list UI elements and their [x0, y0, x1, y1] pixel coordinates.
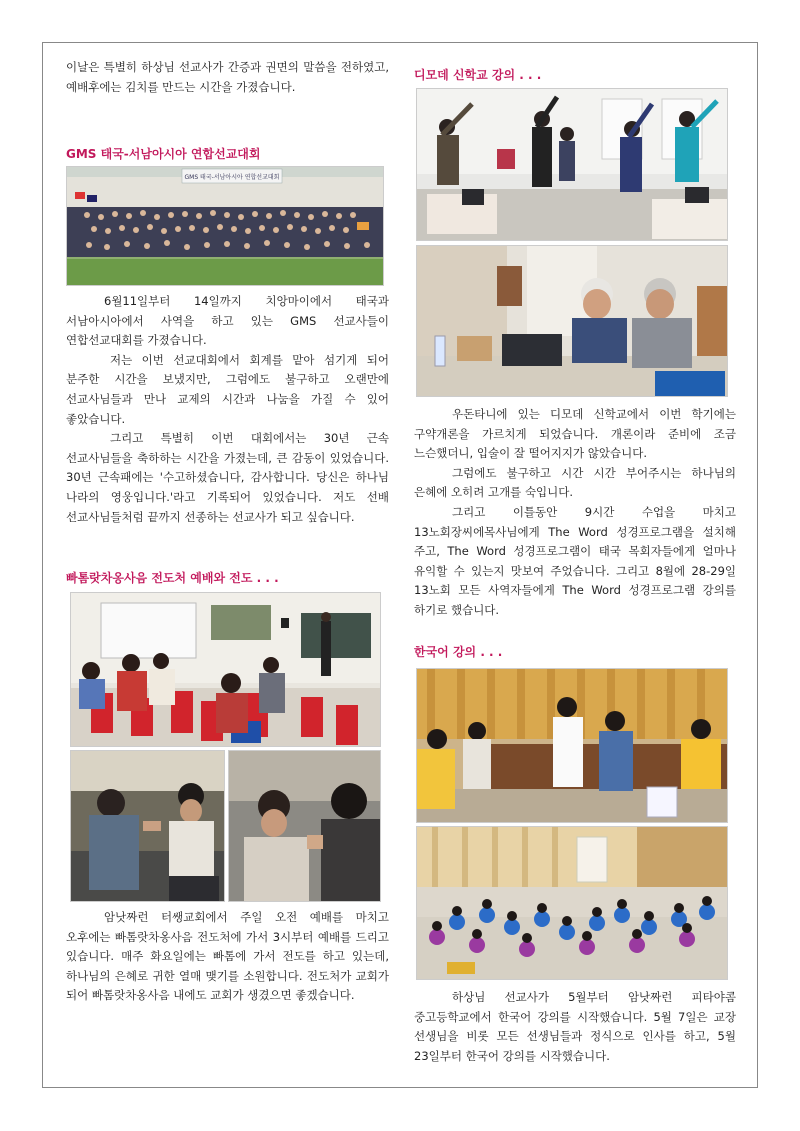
outreach-prayer-photo-1	[70, 750, 225, 902]
seminary-paragraph-2: 그럼에도 불구하고 시간 시간 부어주시는 하나님의 은혜에 오히려 고개를 숙입니다.	[414, 465, 736, 500]
korean-class-paragraph: 하상님 선교사가 5월부터 암낫짜런 피타야콤 중고등학교에서 한국어 강의를 시작했습니다. 5월 7일은 교장 선생님을 비롯 모든 선생님들과 정식으로 인사를 하고, 5월 23일부터 한국어 강의를 시작했습니다.	[414, 990, 736, 1063]
outreach-paragraph: 암낫짜런 터쌩교회에서 주일 오전 예배를 마치고 오후에는 빠톰랏차옹사음 전도처에 가서 3시부터 예배를 드리고 있습니다. 매주 화요일에는 빠톰에 가서 전도를 하고 있는데, 하나님의 은혜로 귀한 열매 맺기를 소원합니다. 전도처가 교회가 되어 빠톰랏차옹사음 내에도 교회가 생겼으면 좋겠습니다.	[66, 910, 389, 1003]
section-heading-korean-class: 한국어 강의 . . .	[414, 645, 503, 659]
section-heading-outreach: 빠톰랏차옹사음 전도처 예배와 전도 . . .	[66, 571, 279, 585]
mission-conference-paragraph-2: 저는 이번 선교대회에서 회계를 맡아 섬기게 되어 분주한 시간을 보냈지만, 그럼에도 불구하고 오랜만에 선교사님들과 만나 교제의 시간과 나눔을 가질 수 있어 좋았습니다.	[66, 352, 389, 426]
seminary-paragraph-1: 우돈타니에 있는 디모데 신학교에서 이번 학기에는 구약개론을 가르치게 되었습니다. 개론이라 준비에 조금 느슨했더니, 입술이 잘 떨어지지가 않았습니다.	[414, 407, 736, 461]
seminary-paragraph-3: 그리고 이틀동안 9시간 수업을 마치고 13노회장씨에목사님에게 The Word 성경프로그램을 설치해 주고, The Word 성경프로그램이 태국 목회자들에게 얼마나 유익할 수 있는지 맛보여 주었습니다. 그리고 8월에 28-29일 13노회 모든 사역자들에게 The Word 성경프로그램 강의를 하기로 했습니다.	[414, 504, 736, 617]
mission-conference-group-photo	[66, 166, 384, 286]
intro-paragraph: 이날은 특별히 하상님 선교사가 간증과 권면의 말씀을 전하였고, 예배후에는 김치를 만드는 시간을 가졌습니다.	[66, 60, 389, 94]
seminary-laptop-photo	[416, 245, 728, 397]
seminary-class-exercise-photo	[416, 88, 728, 241]
outreach-worship-photo	[70, 592, 381, 747]
korean-class-students-photo	[416, 826, 728, 980]
korean-class-teachers-photo	[416, 668, 728, 823]
section-heading-seminary: 디모데 신학교 강의 . . .	[414, 68, 542, 82]
conference-banner-text: GMS 태국-서남아시아 연합선교대회	[184, 174, 280, 181]
section-heading-mission-conference: GMS 태국-서남아시아 연합선교대회	[66, 147, 261, 161]
outreach-prayer-photo-2	[228, 750, 381, 902]
mission-conference-paragraph-3: 그리고 특별히 이번 대회에서는 30년 근속 선교사님들을 축하하는 시간을 가졌는데, 큰 감동이 있었습니다. 30년 근속패에는 '수고하셨습니다, 감사합니다. 당신은 하나님 나라의 영웅입니다.'라고 기록되어 있었습니다. 저도 선배 선교사님들처럼 끝까지 선종하는 선교사가 되고 싶습니다.	[66, 431, 389, 524]
mission-conference-paragraph-1: 6월11일부터 14일까지 치앙마이에서 태국과 서남아시아에서 사역을 하고 있는 GMS 선교사들이 연합선교대회를 가졌습니다.	[66, 294, 389, 348]
